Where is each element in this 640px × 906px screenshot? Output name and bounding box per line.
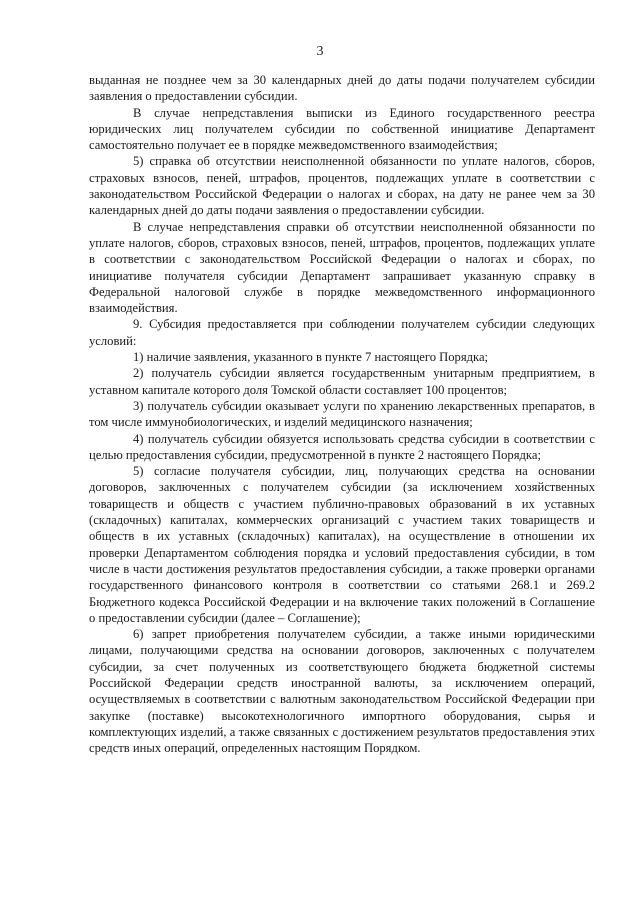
paragraph-10: 5) согласие получателя субсидии, лиц, получающих средства на основании договоров, заключенных с получателем субсидии (за исключением хозяйственных товариществ и обществ с участием публично-правовых образований в их уставных (складочных) капиталах, коммерческих организаций с участием таких товариществ и обществ в их уставных (складочных) капиталах), на осуществление в отношении их проверки Департаментом соблюдения порядка и условий предоставления субсидии, в том числе в части достижения результатов предоставления субсидии, а также проверки органами государственного финансового контроля в соответствии со статьями 268.1 и 269.2 Бюджетного кодекса Российской Федерации и на включение таких положений в Соглашение о предоставлении субсидии (далее – Соглашение); <box>89 464 595 625</box>
paragraph-1: выданная не позднее чем за 30 календарных дней до даты подачи получателем субсидии заявления о предоставлении субсидии. <box>89 73 595 104</box>
paragraph-8: 3) получатель субсидии оказывает услуги по хранению лекарственных препаратов, в том числе иммунобиологических, и изделий медицинского назначения; <box>89 398 595 430</box>
paragraph-9: 4) получатель субсидии обязуется использовать средства субсидии в соответствии с целью предоставления субсидии, предусмотренной в пункте 2 настоящего Порядка; <box>89 431 595 462</box>
paragraph-5: 9. Субсидия предоставляется при соблюдении получателем субсидии следующих условий: <box>89 317 595 348</box>
document-body <box>89 72 595 756</box>
paragraph-4: В случае непредставления справки об отсутствии неисполненной обязанности по уплате налогов, сборов, страховых взносов, пеней, штрафов, процентов, подлежащих уплате в соответствии с законодательством Российской Федерации о налогах и сборах, по инициативе получателя субсидии Департамент запрашивает указанную справку в Федеральной налоговой службе в порядке межведомственного информационного взаимодействия. <box>89 219 595 316</box>
paragraph-6: 1) наличие заявления, указанного в пункте 7 настоящего Порядка; <box>133 350 489 365</box>
paragraph-11: 6) запрет приобретения получателем субсидии, а также иными юридическими лицами, получающими средства на основании договоров, заключенных с получателем субсидии, за счет полученных из соответствующего бюджета бюджетной системы Российской Федерации средств иностранной валюты, за исключением операций, осуществляемых в соответствии с валютным законодательством Российской Федерации при закупке (поставке) высокотехнологичного импортного оборудования, сырья и комплектующих изделий, а также связанных с достижением результатов предоставления этих средств иных операций, определенных настоящим Порядком. <box>89 627 595 756</box>
paragraph-7: 2) получатель субсидии является государственным унитарным предприятием, в уставном капитале которого доля Томской области составляет 100 процентов; <box>89 366 595 397</box>
page-number: 3 <box>316 44 324 59</box>
paragraph-3: 5) справка об отсутствии неисполненной обязанности по уплате налогов, сборов, страховых взносов, пеней, штрафов, процентов, подлежащих уплате в соответствии с законодательством Российской Федерации о налогах и сборах, на дату не ранее чем за 30 календарных дней до даты подачи заявления о предоставлении субсидии. <box>89 154 595 218</box>
paragraph-2: В случае непредставления выписки из Единого государственного реестра юридических лиц получателем субсидии по собственной инициативе Департамент самостоятельно получает ее в порядке межведомственного взаимодействия; <box>89 105 595 153</box>
